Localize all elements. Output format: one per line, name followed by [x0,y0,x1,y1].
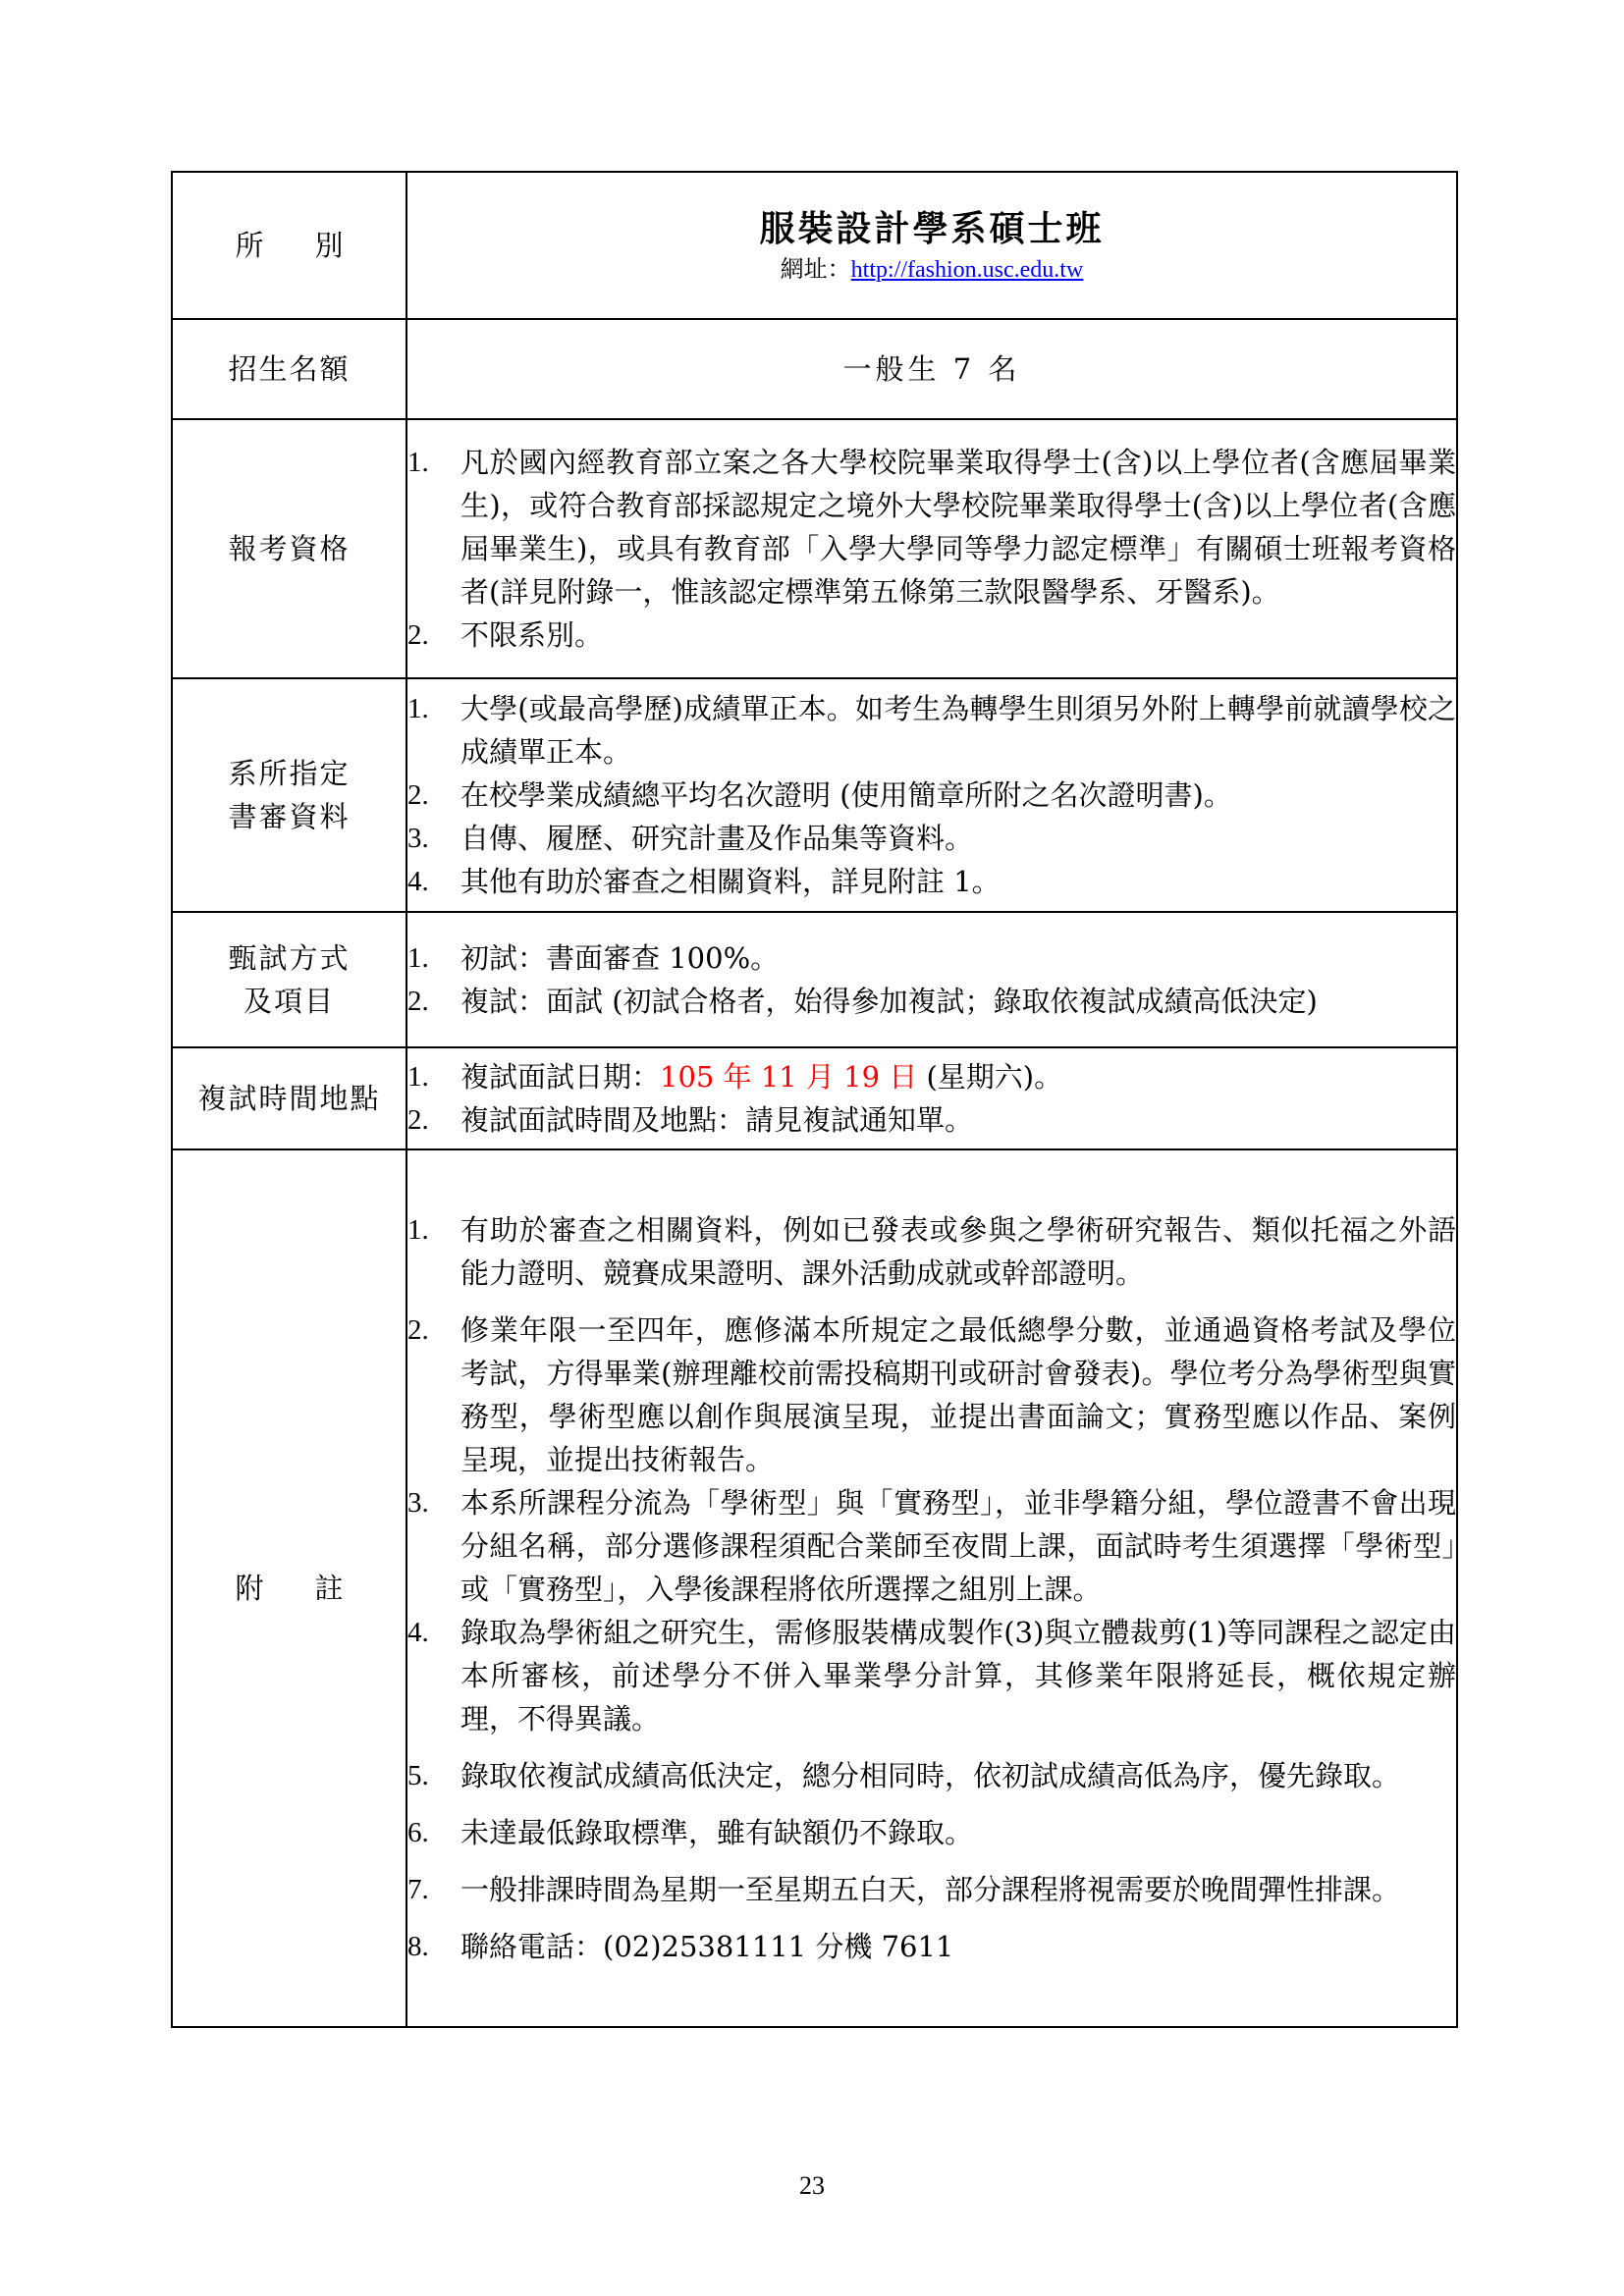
interview-cell [406,1047,1457,1149]
row-documents [172,678,1457,912]
interview-list [407,1055,1456,1142]
list-item: 4. 錄取為學術組之研究生，需修服裝構成製作(3)與立體裁剪(1)等同課程之認定由本所審核，前述學分不併入畢業學分計算，其修業年限將延長，概依規定辦理，不得異議。 [407,1616,1456,1735]
list-item: 2. 在校學業成績總平均名次證明 (使用簡章所附之名次證明書)。 [407,778,1232,812]
interview-date: 105 年 11 月 19 日 [660,1060,918,1094]
list-item: 1. 有助於審查之相關資料，例如已發表或參與之學術研究報告、類似托福之外語能力證明、競賽成果證明、課外活動成就或幹部證明。 [407,1213,1456,1290]
row-quota [172,319,1457,419]
list-item: 1. 初試：書面審查 100%。 [407,941,780,975]
department-cell [406,172,1457,319]
list-item: 4. 其他有助於審查之相關資料，詳見附註 1。 [407,865,1001,898]
notes-cell [406,1149,1457,2027]
label-notes: 附註 [172,1149,406,2027]
list-item: 1. 複試面試日期：105 年 11 月 19 日 (星期六)。 [407,1060,1063,1094]
row-exam [172,912,1457,1047]
qualification-list [407,441,1456,657]
notes-list [407,1208,1456,1968]
admission-info-table [171,171,1458,2028]
documents-cell [406,678,1457,912]
list-item: 5. 錄取依複試成績高低決定，總分相同時，依初試成績高低為序，優先錄取。 [407,1759,1401,1792]
row-qualification [172,419,1457,678]
list-item: 1. 大學(或最高學歷)成績單正本。如考生為轉學生則須另外附上轉學前就讀學校之成績單正本。 [407,692,1456,769]
website-line [407,252,1456,287]
label-exam: 甄試方式 及項目 [172,912,406,1047]
label-qualification: 報考資格 [172,419,406,678]
department-title: 服裝設計學系碩士班 [759,207,1105,249]
row-department [172,172,1457,319]
page-number: 23 [799,2171,825,2200]
list-item: 8. 聯絡電話：(02)25381111 分機 7611 [407,1930,954,1963]
qualification-cell [406,419,1457,678]
exam-cell [406,912,1457,1047]
list-item: 2. 複試面試時間及地點：請見複試通知單。 [407,1103,974,1137]
row-notes [172,1149,1457,2027]
list-item: 2. 不限系別。 [407,618,604,652]
list-item: 3. 本系所課程分流為「學術型」與「實務型」，並非學籍分組，學位證書不會出現分組名稱，部分選修課程須配合業師至夜間上課，面試時考生須選擇「學術型」或「實務型」，入學後課程將依所選擇之組別上課。 [407,1486,1456,1606]
list-item: 2. 複試：面試 (初試合格者，始得參加複試；錄取依複試成績高低決定) [407,985,1318,1018]
documents-list [407,687,1456,903]
label-interview: 複試時間地點 [172,1047,406,1149]
list-item: 1. 凡於國內經教育部立案之各大學校院畢業取得學士(含)以上學位者(含應屆畢業生)，或符合教育部採認規定之境外大學校院畢業取得學士(含)以上學位者(含應屆畢業生)，或具有教育部「入學大學同等學力認定標準」有關碩士班報考資格者(詳見附錄一，惟該認定標準第五條第三款限醫學系、牙醫系)。 [407,446,1456,609]
list-item: 6. 未達最低錄取標準，雖有缺額仍不錄取。 [407,1816,974,1849]
label-documents: 系所指定 書審資料 [172,678,406,912]
label-quota: 招生名額 [172,319,406,419]
website-prefix: 網址： [780,254,851,283]
list-item: 2. 修業年限一至四年，應修滿本所規定之最低總學分數，並通過資格考試及學位考試，方得畢業(辦理離校前需投稿期刊或研討會發表)。學位考分為學術型與實務型，學術型應以創作與展演呈現，並提出書面論文；實務型應以作品、案例呈現，並提出技術報告。 [407,1313,1456,1476]
label-department: 所別 [172,172,406,319]
row-interview [172,1047,1457,1149]
website-link[interactable]: http://fashion.usc.edu.tw [850,256,1084,283]
quota-value: 一般生 7 名 [406,319,1457,419]
list-item: 3. 自傳、履歷、研究計畫及作品集等資料。 [407,822,974,855]
list-item: 7. 一般排課時間為星期一至星期五白天，部分課程將視需要於晚間彈性排課。 [407,1873,1401,1906]
exam-list [407,936,1456,1023]
